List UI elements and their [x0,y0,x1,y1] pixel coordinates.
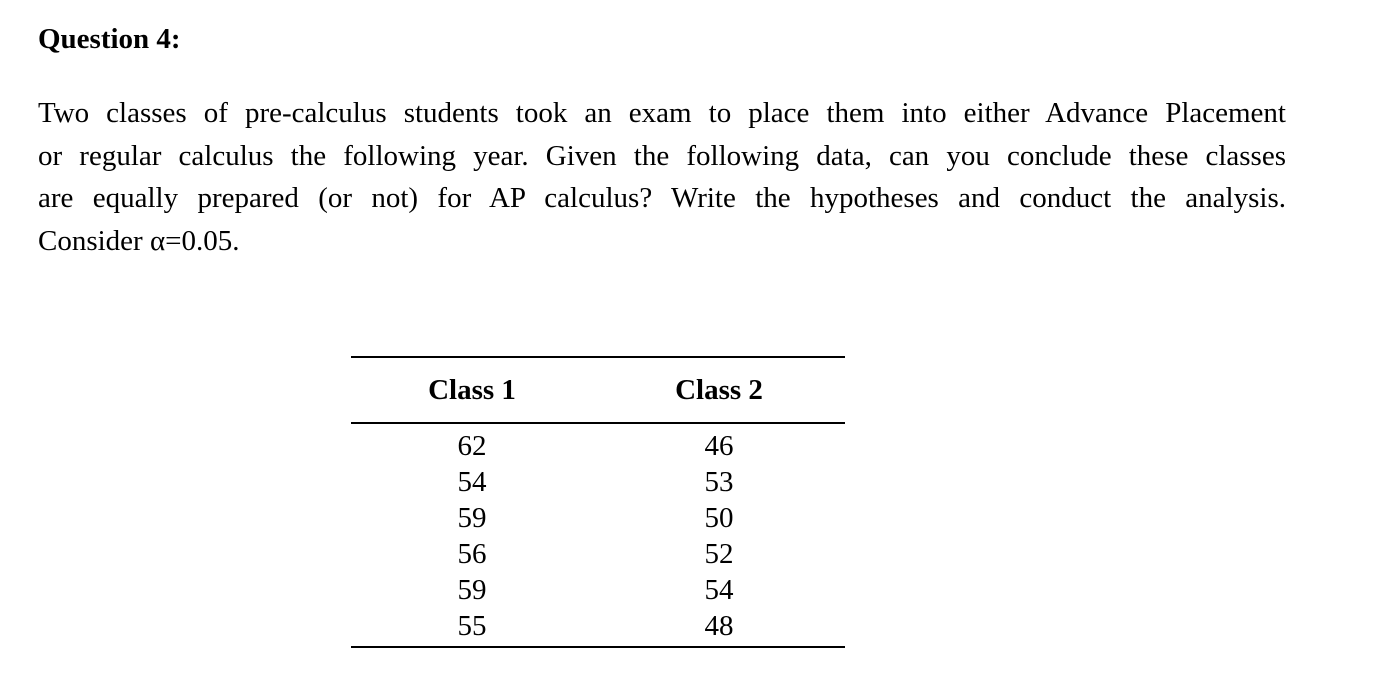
class-2-score: 52 [704,538,734,570]
class-1-score: 54 [457,466,487,498]
question-text [38,92,1286,262]
class-scores-table [351,356,845,648]
question-line: or regular calculus the following year. Given the following data, can you conclude these classes [38,139,1286,172]
question-line: are equally prepared (or not) for AP calculus? Write the hypotheses and conduct the analysis. [38,182,1286,214]
question-line: Two classes of pre-calculus students took an exam to place them into either Advance Placement [38,97,1286,129]
table-header-row [351,357,845,423]
class-2-score: 50 [704,502,734,534]
table-row [351,608,845,647]
class-1-score: 55 [457,610,487,642]
column-header-class-1: Class 1 [428,373,516,406]
question-heading: Question 4: [38,23,181,55]
table-row [351,464,845,500]
class-1-score: 59 [457,574,487,606]
question-line: Consider α=0.05. [38,224,240,257]
column-header-class-2: Class 2 [675,373,763,406]
table-row [351,423,845,464]
class-2-score: 46 [704,430,734,462]
table-row [351,572,845,608]
class-1-score: 56 [457,538,487,570]
class-1-score: 62 [457,430,487,462]
class-2-score: 48 [704,610,734,642]
class-1-score: 59 [457,502,487,534]
table-row [351,500,845,536]
table-row [351,536,845,572]
class-2-score: 53 [704,466,734,498]
class-2-score: 54 [704,574,734,606]
